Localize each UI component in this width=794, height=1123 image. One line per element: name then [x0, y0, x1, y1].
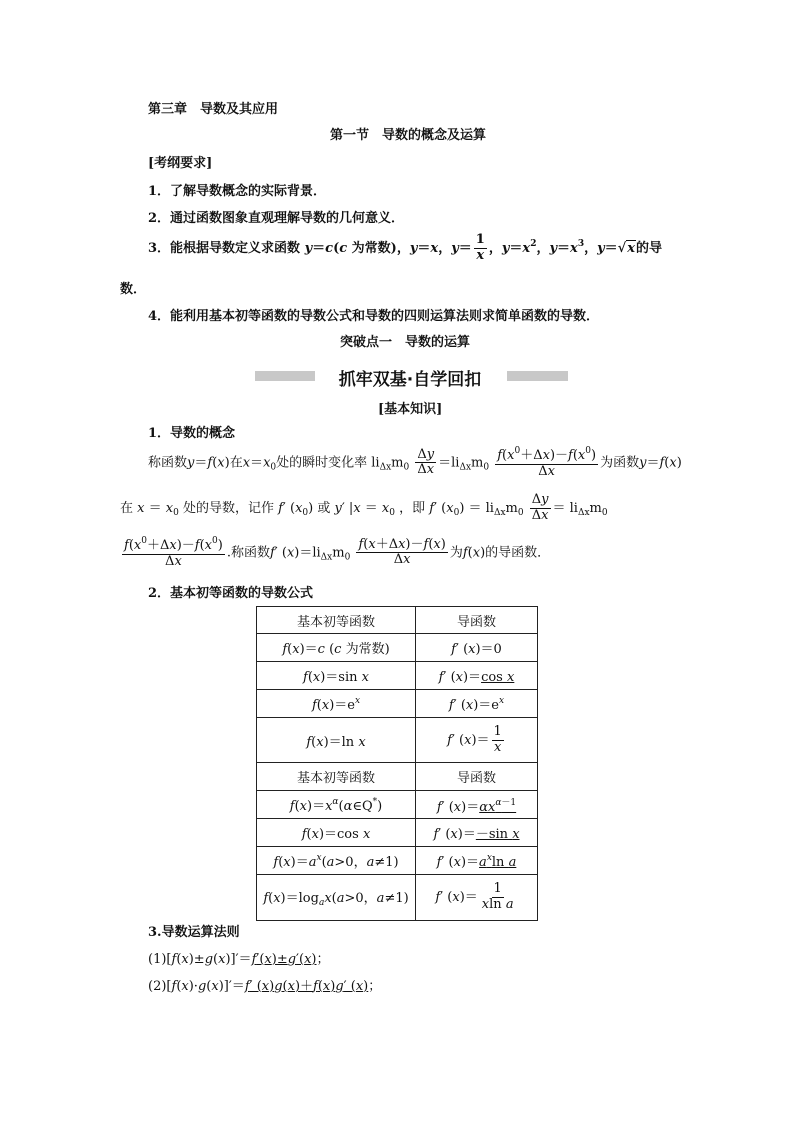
cell-function: f(x)＝cos x [257, 819, 416, 847]
requirement-item-3: 3．能根据导数定义求函数 y＝c(c 为常数)，y＝x，y＝ $\frac{1}{x}$ ，$y=x^2$，$y=x^3$，y＝√x的导 [148, 232, 662, 263]
table-row [257, 819, 538, 847]
point-title: 突破点一 导数的运算 [340, 335, 471, 350]
section-banner [255, 366, 568, 390]
col-header-function: 基本初等函数 [257, 607, 416, 634]
table-row [257, 847, 538, 875]
requirement-item-2: 2．通过函数图象直观理解导数的几何意义． [148, 211, 405, 226]
cell-derivative: f′ (x)＝ $\frac{1}{\text{xln a}}$ [416, 875, 538, 921]
cell-derivative: f′ $(x)=a^x\ln$ a [416, 847, 538, 875]
banner-bar-right [507, 371, 568, 381]
cell-derivative: f′ $(x)=e^x$ [416, 690, 538, 718]
col-header-derivative: 导函数 [416, 607, 538, 634]
rule-2: (2)[f(x)·g(x)]′＝f′ (x)g(x)＋f(x)g′ (x)； [148, 979, 382, 994]
concept-line-3: $\frac{f(x^0+\Delta x)-f(x^0)}{\Delta x}$ .称函数f′ $(x)=li_{\Delta x}m_0$ $\frac{f(x+\Delta x)-f(x)}{\Delta x}$ 为f(x)的导函数． [124, 536, 551, 569]
cell-function: f(x)＝sin x [257, 662, 416, 690]
concept-line-2: 在 $x = x_0$ 处的导数，记作 f′ $(x_0)$ 或 y′ $|x = x_0$ ，即 f′ $(x_0) = li_{\Delta x}m_0$ $\frac{\Delta y}{\Delta x}$ ＝ $li_{\Delta x}m_0$ [120, 492, 608, 523]
requirements-heading: [考纲要求] [148, 156, 213, 171]
cell-function: $f(x)=\log_ax(a>0$，a≠1) [257, 875, 416, 921]
table-row [257, 718, 538, 763]
concept-line-1: 称函数y＝f(x)在$x=x_0$处的瞬时变化率 $li_{\Delta x}m_0$ $\frac{\Delta y}{\Delta x}$ $=li_{\Delta x}m_0$ $\frac{f(x^0+\Delta x)-f(x^0)}{\Delta x}$ 为函数y＝f(x) [148, 446, 682, 479]
cell-derivative: f′ $(x)=\alpha x^{\alpha-1}$ [416, 791, 538, 819]
table-row [257, 634, 538, 662]
table-row [257, 791, 538, 819]
cell-function: f(x)＝c (c 为常数) [257, 634, 416, 662]
cell-function: $f(x)=x^\alpha(\alpha\in Q^*)$ [257, 791, 416, 819]
col-header-derivative: 导函数 [416, 763, 538, 791]
rule-1: (1)[f(x)±g(x)]′＝f′(x)±g′(x)； [148, 952, 330, 967]
requirement-item-3-cont: 数． [120, 282, 147, 297]
section-title: 第一节 导数的概念及运算 [330, 128, 487, 143]
banner-text: 抓牢双基·自学回扣 [338, 370, 482, 390]
formulas-heading: 2．基本初等函数的导数公式 [148, 586, 314, 601]
table-row [257, 875, 538, 921]
table-header-row [257, 607, 538, 634]
cell-derivative: f′ (x)＝ $\frac{1}{x}$ [416, 718, 538, 763]
table-row [257, 662, 538, 690]
rules-heading: 3.导数运算法则 [148, 925, 240, 940]
cell-derivative: f′ (x)＝0 [416, 634, 538, 662]
banner-bar-left [255, 371, 315, 381]
cell-function: $f(x)=e^x$ [257, 690, 416, 718]
table-header-row [257, 763, 538, 791]
basic-heading: [基本知识] [378, 402, 443, 417]
derivative-formula-table [256, 606, 538, 921]
cell-function: $f(x)=a^x(a>0$，a≠1) [257, 847, 416, 875]
cell-derivative: f′ (x)＝cos x [416, 662, 538, 690]
cell-derivative: f′ (x)＝－sin x [416, 819, 538, 847]
requirement-item-4: 4．能利用基本初等函数的导数公式和导数的四则运算法则求简单函数的导数． [148, 309, 600, 324]
cell-function: f(x)＝ln x [257, 718, 416, 763]
chapter-title: 第三章 导数及其应用 [148, 102, 279, 117]
table-row [257, 690, 538, 718]
requirement-item-1: 1．了解导数概念的实际背景． [148, 184, 327, 199]
col-header-function: 基本初等函数 [257, 763, 416, 791]
concept-heading: 1．导数的概念 [148, 426, 236, 441]
